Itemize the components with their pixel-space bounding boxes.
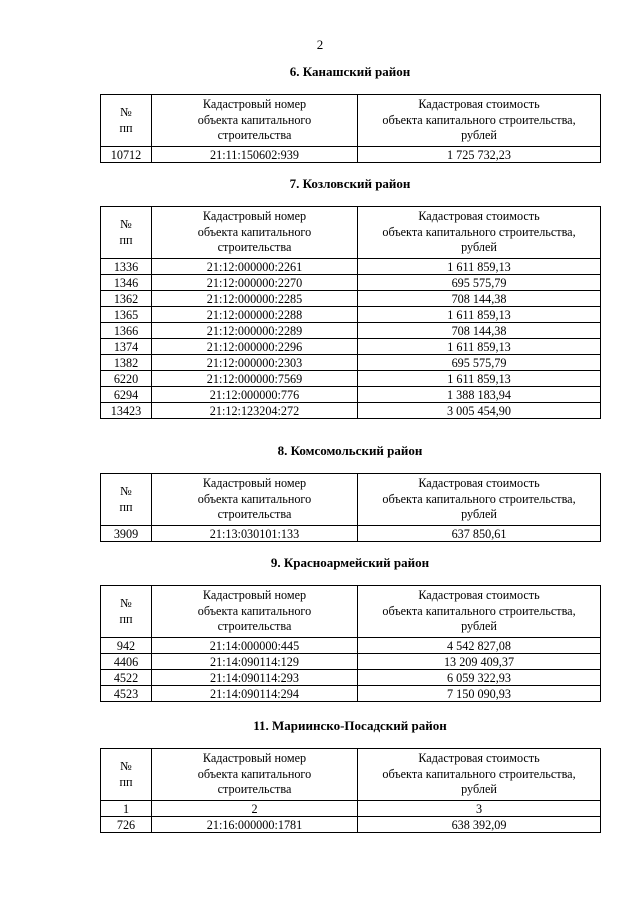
page-number: 2: [316, 37, 324, 52]
row-number-cell: 942: [101, 638, 152, 654]
cadastral-number-cell: 21:12:000000:2261: [152, 259, 358, 275]
header-cadastral-cost: Кадастровая стоимость объекта капитального строительства, рублей: [358, 207, 601, 259]
row-number-cell: 6294: [101, 387, 152, 403]
cadastral-number-cell: 21:12:000000:2296: [152, 339, 358, 355]
cadastral-cost-cell: 708 144,38: [358, 291, 601, 307]
cadastral-cost-cell: 695 575,79: [358, 275, 601, 291]
table-row: [101, 670, 601, 686]
table-header-row: [101, 586, 601, 638]
header-cadastral-cost: Кадастровая стоимость объекта капитального строительства, рублей: [358, 586, 601, 638]
section-kanash: [100, 64, 600, 163]
cadastral-number-cell: 21:12:000000:2303: [152, 355, 358, 371]
cadastral-number-cell: 21:12:000000:2288: [152, 307, 358, 323]
row-number-cell: 10712: [101, 147, 152, 163]
cadastral-number-cell: 21:12:000000:2289: [152, 323, 358, 339]
cadastral-cost-cell: 637 850,61: [358, 526, 601, 542]
table-row: [101, 387, 601, 403]
table-row: [101, 403, 601, 419]
row-number-cell: 4522: [101, 670, 152, 686]
header-cadastral-cost: Кадастровая стоимость объекта капитального строительства, рублей: [358, 749, 601, 801]
cadastral-cost-cell: 13 209 409,37: [358, 654, 601, 670]
table-header-row: [101, 95, 601, 147]
table-row: [101, 339, 601, 355]
header-cadastral-number: Кадастровый номер объекта капитального строительства: [152, 95, 358, 147]
cadastral-number-cell: 21:16:000000:1781: [152, 817, 358, 833]
section-mariinsky-posad: [100, 718, 600, 833]
cadastral-cost-cell: 1 611 859,13: [358, 307, 601, 323]
header-cadastral-number: Кадастровый номер объекта капитального строительства: [152, 586, 358, 638]
row-number-cell: 4523: [101, 686, 152, 702]
table-row: [101, 654, 601, 670]
cadastral-number-cell: 21:12:123204:272: [152, 403, 358, 419]
cadastral-cost-cell: 3: [358, 801, 601, 817]
header-cadastral-number: Кадастровый номер объекта капитального строительства: [152, 749, 358, 801]
cadastral-cost-cell: 1 725 732,23: [358, 147, 601, 163]
table-header-row: [101, 207, 601, 259]
cadastral-cost-cell: 4 542 827,08: [358, 638, 601, 654]
cadastral-number-cell: 21:14:090114:294: [152, 686, 358, 702]
cadastral-table: [100, 748, 601, 833]
table-row: [101, 147, 601, 163]
cadastral-cost-cell: 6 059 322,93: [358, 670, 601, 686]
section-title: 6. Канашский район: [289, 64, 411, 79]
row-number-cell: 1365: [101, 307, 152, 323]
header-number: № пп: [101, 95, 152, 147]
row-number-cell: 13423: [101, 403, 152, 419]
cadastral-table: [100, 585, 601, 702]
table-row: [101, 638, 601, 654]
cadastral-table: [100, 206, 601, 419]
cadastral-number-cell: 21:11:150602:939: [152, 147, 358, 163]
section-krasnoarmeyskoye: [100, 555, 600, 702]
cadastral-cost-cell: 1 611 859,13: [358, 339, 601, 355]
row-number-cell: 1382: [101, 355, 152, 371]
row-number-cell: 1336: [101, 259, 152, 275]
row-number-cell: 3909: [101, 526, 152, 542]
cadastral-number-cell: 2: [152, 801, 358, 817]
table-row: [101, 817, 601, 833]
section-title: 11. Мариинско-Посадский район: [253, 718, 447, 733]
table-row: [101, 323, 601, 339]
cadastral-cost-cell: 695 575,79: [358, 355, 601, 371]
table-row: [101, 801, 601, 817]
table-row: [101, 355, 601, 371]
row-number-cell: 6220: [101, 371, 152, 387]
row-number-cell: 1374: [101, 339, 152, 355]
cadastral-number-cell: 21:14:090114:129: [152, 654, 358, 670]
header-number: № пп: [101, 586, 152, 638]
table-row: [101, 275, 601, 291]
cadastral-table: [100, 94, 601, 163]
cadastral-number-cell: 21:14:000000:445: [152, 638, 358, 654]
row-number-cell: 726: [101, 817, 152, 833]
section-komsomolskoye: [100, 443, 600, 542]
header-number: № пп: [101, 207, 152, 259]
cadastral-cost-cell: 708 144,38: [358, 323, 601, 339]
cadastral-number-cell: 21:12:000000:2270: [152, 275, 358, 291]
cadastral-cost-cell: 3 005 454,90: [358, 403, 601, 419]
header-number: № пп: [101, 749, 152, 801]
header-cadastral-cost: Кадастровая стоимость объекта капитального строительства, рублей: [358, 95, 601, 147]
section-title: 9. Красноармейский район: [270, 555, 430, 570]
table-row: [101, 686, 601, 702]
table-row: [101, 526, 601, 542]
row-number-cell: 1366: [101, 323, 152, 339]
table-row: [101, 307, 601, 323]
section-kozlovka: [100, 176, 600, 419]
row-number-cell: 4406: [101, 654, 152, 670]
header-number: № пп: [101, 474, 152, 526]
cadastral-number-cell: 21:12:000000:7569: [152, 371, 358, 387]
section-title: 7. Козловский район: [289, 176, 411, 191]
cadastral-number-cell: 21:12:000000:776: [152, 387, 358, 403]
cadastral-number-cell: 21:14:090114:293: [152, 670, 358, 686]
cadastral-cost-cell: 7 150 090,93: [358, 686, 601, 702]
table-row: [101, 259, 601, 275]
cadastral-cost-cell: 1 611 859,13: [358, 371, 601, 387]
header-cadastral-number: Кадастровый номер объекта капитального строительства: [152, 474, 358, 526]
table-row: [101, 291, 601, 307]
cadastral-table: [100, 473, 601, 542]
cadastral-cost-cell: 638 392,09: [358, 817, 601, 833]
row-number-cell: 1362: [101, 291, 152, 307]
cadastral-number-cell: 21:12:000000:2285: [152, 291, 358, 307]
row-number-cell: 1346: [101, 275, 152, 291]
row-number-cell: 1: [101, 801, 152, 817]
cadastral-number-cell: 21:13:030101:133: [152, 526, 358, 542]
table-header-row: [101, 474, 601, 526]
cadastral-cost-cell: 1 388 183,94: [358, 387, 601, 403]
header-cadastral-number: Кадастровый номер объекта капитального строительства: [152, 207, 358, 259]
table-header-row: [101, 749, 601, 801]
cadastral-cost-cell: 1 611 859,13: [358, 259, 601, 275]
section-title: 8. Комсомольский район: [277, 443, 423, 458]
header-cadastral-cost: Кадастровая стоимость объекта капитального строительства, рублей: [358, 474, 601, 526]
table-row: [101, 371, 601, 387]
